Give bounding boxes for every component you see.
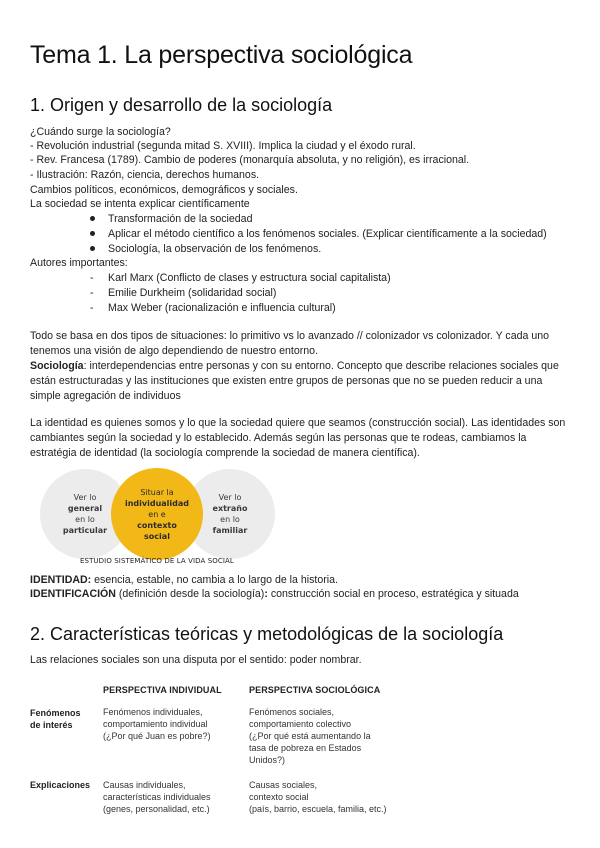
row-header	[30, 707, 81, 731]
text-line: La sociedad se intenta explicar científicamente	[30, 198, 250, 210]
circle-text: en lo	[220, 515, 240, 524]
cell-line: (¿Por qué está aumentando la	[249, 731, 371, 741]
text-line: Cambios políticos, económicos, demográficos y sociales.	[30, 184, 298, 196]
circle-text: particular	[62, 526, 108, 535]
list-item: Max Weber (racionalización e influencia cultural)	[108, 302, 336, 314]
paragraph: Todo se basa en dos tipos de situaciones: lo primitivo vs lo avanzado // colonizador vs colonizador. Y cada uno tenemos una visión de algo dependiendo de nuestro entorno.	[30, 330, 550, 357]
cell-line: (país, barrio, escuela, familia, etc.)	[249, 804, 387, 814]
circle-text: individualidad	[124, 498, 190, 508]
table-cell	[103, 779, 211, 815]
paragraph: Las relaciones sociales son una disputa por el sentido: poder nombrar.	[30, 654, 362, 666]
term: IDENTIFICACIÓN	[30, 588, 116, 600]
page-title: Tema 1. La perspectiva sociológica	[30, 41, 413, 69]
row-header-line: Explicaciones	[30, 780, 91, 790]
circle-text: extraño	[212, 504, 248, 513]
dash-icon: -	[90, 302, 94, 314]
circle-text: Ver lo	[218, 493, 242, 502]
table-cell	[249, 779, 387, 815]
circle-text: contexto	[137, 520, 177, 530]
section-1-heading: 1. Origen y desarrollo de la sociología	[30, 95, 333, 115]
cell-line: tasa de pobreza en Estados	[249, 743, 362, 753]
authors-label: Autores importantes:	[30, 257, 128, 269]
row-header-line: de interés	[30, 720, 73, 730]
definition: esencia, estable, no cambia a lo largo de la historia.	[91, 574, 338, 586]
circle-individualidad	[111, 468, 203, 560]
identidad-definition	[30, 573, 338, 587]
list-item: Sociología, la observación de los fenómenos.	[108, 243, 322, 255]
table-cell	[249, 706, 371, 766]
paragraph: La identidad es quienes somos y lo que la sociedad quiere que seamos (construcción social). Las identidades son cambiantes según la sociedad y lo establecido. Además según las personas que te rodeas, cambiamos la estratégia de identidad (la sociología comprende la sociedad de manera científica).	[30, 417, 566, 459]
circle-text: general	[67, 504, 103, 513]
table-cell	[103, 706, 211, 742]
row-header-line: Fenómenos	[30, 708, 81, 718]
circle-text: Ver lo	[73, 493, 97, 502]
text-line: - Revolución industrial (segunda mitad S. XVIII). Implica la ciudad y el éxodo rural.	[30, 140, 416, 152]
cell-line: Unidos?)	[249, 755, 286, 765]
cell-line: Causas individuales,	[103, 780, 186, 790]
circle-text: Situar la	[140, 487, 174, 497]
cell-line: Causas sociales,	[249, 780, 318, 790]
circle-text: en e	[148, 509, 166, 519]
cell-line: Fenómenos sociales,	[249, 707, 335, 717]
column-header: PERSPECTIVA SOCIOLÓGICA	[249, 685, 381, 695]
dash-icon: -	[90, 272, 94, 284]
dash-icon: -	[90, 287, 94, 299]
section-2-heading: 2. Características teóricas y metodológicas de la sociología	[30, 624, 504, 644]
cell-line: características individuales	[103, 792, 211, 802]
sociologia-definition	[30, 359, 575, 404]
circle-text: social	[144, 531, 170, 541]
list-item: Emilie Durkheim (solidaridad social)	[108, 287, 277, 299]
column-header: PERSPECTIVA INDIVIDUAL	[103, 685, 222, 695]
list-item: Aplicar el método científico a los fenómenos sociales. (Explicar científicamente a la sociedad)	[108, 228, 547, 240]
term: IDENTIDAD:	[30, 574, 92, 586]
text-line: ¿Cuándo surge la sociología?	[30, 126, 171, 138]
cell-line: comportamiento individual	[103, 719, 208, 729]
list-item: Karl Marx (Conflicto de clases y estructura social capitalista)	[108, 272, 391, 284]
term: Sociología	[30, 360, 84, 372]
definition: (definición desde la sociología)	[115, 588, 265, 600]
list-item: Transformación de la sociedad	[108, 213, 253, 225]
cell-line: comportamiento colectivo	[249, 719, 352, 729]
text-line: - Ilustración: Razón, ciencia, derechos humanos.	[30, 169, 260, 181]
cell-line: (¿Por qué Juan es pobre?)	[103, 731, 211, 741]
circle-text: familiar	[212, 526, 248, 535]
colon: :	[264, 588, 268, 600]
row-header	[30, 779, 90, 791]
bullet-icon	[90, 246, 95, 251]
bullet-icon	[90, 216, 95, 221]
identificacion-definition	[30, 587, 519, 601]
diagram-caption: ESTUDIO SISTEMÁTICO DE LA VIDA SOCIAL	[80, 557, 234, 565]
cell-line: contexto social	[249, 792, 309, 802]
bullet-icon	[90, 231, 95, 236]
definition: construcción social en proceso, estratégica y situada	[267, 588, 519, 600]
definition: : interdependencias entre personas y con su entorno. Concepto que describe relaciones sociales que están estructuradas y las instituciones que existen entre grupos de personas que no se pueden reducir a una simple agregación de individuos	[30, 360, 559, 402]
text-line: - Rev. Francesa (1789). Cambio de poderes (monarquía absoluta, y no religión), es irracional.	[30, 154, 470, 166]
circle-text: en lo	[75, 515, 95, 524]
cell-line: (genes, personalidad, etc.)	[103, 804, 210, 814]
cell-line: Fenómenos individuales,	[103, 707, 203, 717]
